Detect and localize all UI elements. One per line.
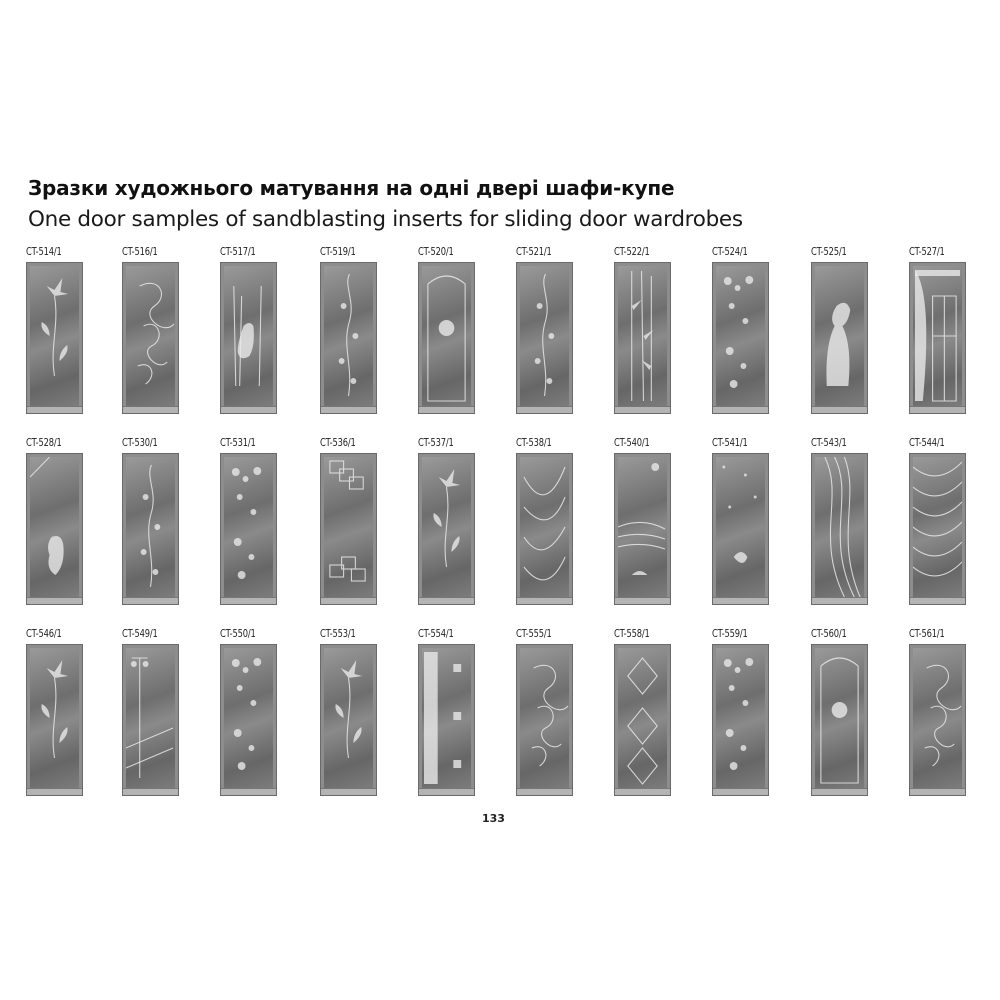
sample-code: CT-521/1	[516, 246, 552, 258]
sample-code: CT-525/1	[811, 246, 847, 258]
door-panel	[220, 453, 277, 605]
etched-pattern-sea-moon	[618, 457, 667, 597]
door-panel	[909, 262, 966, 414]
door-sample	[28, 437, 98, 612]
door-panel	[516, 453, 573, 605]
door-sample	[28, 628, 98, 803]
door-sample	[714, 628, 784, 803]
etched-pattern-heron	[224, 266, 273, 406]
sample-code: CT-544/1	[909, 437, 945, 449]
bottom-rail	[221, 406, 276, 413]
sample-code: CT-514/1	[26, 246, 62, 258]
door-sample	[518, 246, 588, 421]
sandblasted-glass	[126, 648, 175, 788]
etched-pattern-branch	[324, 266, 373, 406]
etched-pattern-bamboo	[618, 266, 667, 406]
sandblasted-glass	[716, 648, 765, 788]
sandblasted-glass	[224, 648, 273, 788]
sample-code: CT-538/1	[516, 437, 552, 449]
bottom-rail	[27, 788, 82, 795]
sandblasted-glass	[224, 266, 273, 406]
etched-pattern-lily	[324, 648, 373, 788]
sandblasted-glass	[324, 266, 373, 406]
title-english: One door samples of sandblasting inserts for sliding door wardrobes	[28, 207, 743, 232]
sample-code: CT-517/1	[220, 246, 256, 258]
sandblasted-glass	[913, 457, 962, 597]
sample-code: CT-520/1	[418, 246, 454, 258]
door-panel	[122, 262, 179, 414]
door-panel	[516, 644, 573, 796]
etched-pattern-waves	[815, 457, 864, 597]
bottom-rail	[123, 788, 178, 795]
door-sample	[518, 628, 588, 803]
door-sample	[518, 437, 588, 612]
sample-code: CT-553/1	[320, 628, 356, 640]
door-sample	[222, 628, 292, 803]
door-sample	[124, 628, 194, 803]
door-panel	[712, 453, 769, 605]
door-sample	[911, 628, 981, 803]
door-panel	[516, 262, 573, 414]
door-sample	[322, 437, 392, 612]
sample-code: CT-530/1	[122, 437, 158, 449]
sandblasted-glass	[30, 266, 79, 406]
door-panel	[26, 262, 83, 414]
door-sample	[124, 246, 194, 421]
page-number: 133	[482, 812, 505, 825]
etched-pattern-lamp	[126, 648, 175, 788]
etched-pattern-arch-rose	[422, 266, 471, 406]
bottom-rail	[910, 597, 965, 604]
door-sample	[222, 437, 292, 612]
door-sample	[616, 628, 686, 803]
etched-pattern-window-curtain	[913, 266, 962, 406]
sandblasted-glass	[324, 457, 373, 597]
bottom-rail	[517, 597, 572, 604]
bottom-rail	[419, 406, 474, 413]
sandblasted-glass	[422, 266, 471, 406]
door-panel	[811, 262, 868, 414]
etched-pattern-vine	[126, 457, 175, 597]
bottom-rail	[615, 406, 670, 413]
etched-pattern-ornament	[422, 648, 471, 788]
sample-code: CT-543/1	[811, 437, 847, 449]
sample-code: CT-519/1	[320, 246, 356, 258]
sample-code: CT-527/1	[909, 246, 945, 258]
door-sample	[714, 246, 784, 421]
door-panel	[320, 453, 377, 605]
door-sample	[911, 437, 981, 612]
door-panel	[811, 453, 868, 605]
door-panel	[418, 644, 475, 796]
bottom-rail	[123, 597, 178, 604]
sample-code: CT-536/1	[320, 437, 356, 449]
sandblasted-glass	[618, 266, 667, 406]
bottom-rail	[517, 406, 572, 413]
bottom-rail	[812, 788, 867, 795]
door-sample	[222, 246, 292, 421]
sandblasted-glass	[520, 266, 569, 406]
door-sample	[616, 437, 686, 612]
bottom-rail	[517, 788, 572, 795]
bottom-rail	[123, 406, 178, 413]
sample-code: CT-554/1	[418, 628, 454, 640]
title-ukrainian: Зразки художнього матування на одні двері шафи-купе	[28, 176, 675, 200]
bottom-rail	[221, 597, 276, 604]
sample-code: CT-560/1	[811, 628, 847, 640]
etched-pattern-diamonds	[618, 648, 667, 788]
bottom-rail	[713, 597, 768, 604]
door-sample	[322, 246, 392, 421]
sandblasted-glass	[815, 457, 864, 597]
etched-pattern-swirl	[913, 648, 962, 788]
door-panel	[811, 644, 868, 796]
door-sample	[322, 628, 392, 803]
door-panel	[122, 644, 179, 796]
etched-pattern-grapes	[716, 648, 765, 788]
sample-code: CT-516/1	[122, 246, 158, 258]
door-panel	[122, 453, 179, 605]
sample-code: CT-561/1	[909, 628, 945, 640]
etched-pattern-blossom	[224, 648, 273, 788]
sample-code: CT-528/1	[26, 437, 62, 449]
door-panel	[418, 262, 475, 414]
etched-pattern-swirl	[520, 648, 569, 788]
bottom-rail	[321, 597, 376, 604]
sample-code: CT-522/1	[614, 246, 650, 258]
sample-code: CT-549/1	[122, 628, 158, 640]
door-panel	[909, 644, 966, 796]
door-panel	[418, 453, 475, 605]
bottom-rail	[615, 597, 670, 604]
bottom-rail	[713, 406, 768, 413]
sandblasted-glass	[224, 457, 273, 597]
etched-pattern-blossom	[716, 266, 765, 406]
sample-code: CT-540/1	[614, 437, 650, 449]
etched-pattern-stars-fairy	[716, 457, 765, 597]
door-panel	[909, 453, 966, 605]
sandblasted-glass	[126, 457, 175, 597]
sandblasted-glass	[913, 648, 962, 788]
door-sample	[911, 246, 981, 421]
bottom-rail	[615, 788, 670, 795]
door-panel	[712, 262, 769, 414]
bottom-rail	[321, 788, 376, 795]
sandblasted-glass	[618, 648, 667, 788]
sandblasted-glass	[422, 457, 471, 597]
sample-code: CT-555/1	[516, 628, 552, 640]
door-panel	[614, 644, 671, 796]
sample-code: CT-541/1	[712, 437, 748, 449]
sandblasted-glass	[520, 457, 569, 597]
etched-pattern-flowers	[224, 457, 273, 597]
sample-code: CT-550/1	[220, 628, 256, 640]
sandblasted-glass	[815, 266, 864, 406]
sandblasted-glass	[324, 648, 373, 788]
etched-pattern-swirl	[126, 266, 175, 406]
bottom-rail	[910, 788, 965, 795]
sandblasted-glass	[422, 648, 471, 788]
bottom-rail	[812, 406, 867, 413]
door-panel	[26, 644, 83, 796]
door-sample	[813, 628, 883, 803]
sample-code: CT-546/1	[26, 628, 62, 640]
door-sample	[813, 437, 883, 612]
sample-code: CT-537/1	[418, 437, 454, 449]
door-sample	[616, 246, 686, 421]
door-sample	[714, 437, 784, 612]
sandblasted-glass	[126, 266, 175, 406]
bottom-rail	[27, 406, 82, 413]
door-panel	[320, 262, 377, 414]
bottom-rail	[713, 788, 768, 795]
bottom-rail	[27, 597, 82, 604]
bottom-rail	[321, 406, 376, 413]
door-sample	[124, 437, 194, 612]
door-panel	[614, 262, 671, 414]
bottom-rail	[221, 788, 276, 795]
etched-pattern-stripes	[913, 457, 962, 597]
bottom-rail	[812, 597, 867, 604]
sandblasted-glass	[520, 648, 569, 788]
sandblasted-glass	[618, 457, 667, 597]
door-panel	[220, 262, 277, 414]
bottom-rail	[419, 788, 474, 795]
sandblasted-glass	[30, 648, 79, 788]
sample-code: CT-559/1	[712, 628, 748, 640]
door-sample	[28, 246, 98, 421]
door-sample	[420, 628, 490, 803]
door-sample	[420, 437, 490, 612]
door-panel	[614, 453, 671, 605]
sample-code: CT-531/1	[220, 437, 256, 449]
sandblasted-glass	[716, 457, 765, 597]
etched-pattern-squares	[324, 457, 373, 597]
sample-code: CT-524/1	[712, 246, 748, 258]
sample-code: CT-558/1	[614, 628, 650, 640]
sandblasted-glass	[815, 648, 864, 788]
door-panel	[220, 644, 277, 796]
etched-pattern-lines	[520, 457, 569, 597]
sandblasted-glass	[30, 457, 79, 597]
sandblasted-glass	[716, 266, 765, 406]
etched-pattern-lily	[30, 266, 79, 406]
etched-pattern-lady	[815, 266, 864, 406]
bottom-rail	[419, 597, 474, 604]
door-panel	[320, 644, 377, 796]
etched-pattern-frame	[815, 648, 864, 788]
door-panel	[26, 453, 83, 605]
etched-pattern-cat	[30, 457, 79, 597]
door-sample	[420, 246, 490, 421]
door-sample	[813, 246, 883, 421]
etched-pattern-lily	[422, 457, 471, 597]
sandblasted-glass	[913, 266, 962, 406]
door-panel	[712, 644, 769, 796]
etched-pattern-vine	[520, 266, 569, 406]
etched-pattern-tulip	[30, 648, 79, 788]
bottom-rail	[910, 406, 965, 413]
